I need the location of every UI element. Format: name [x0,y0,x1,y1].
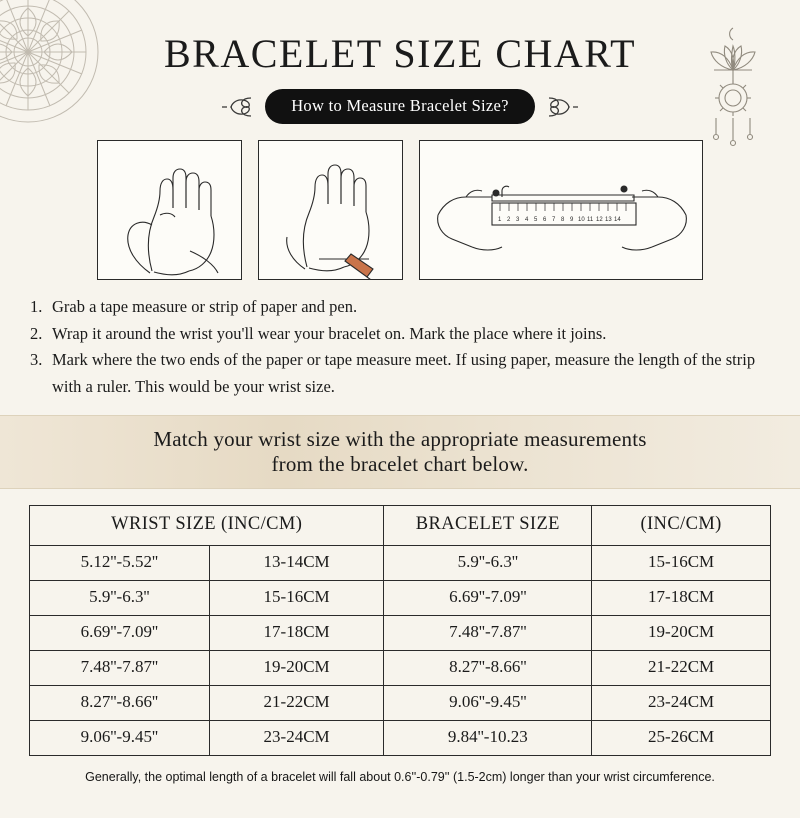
svg-text:3: 3 [516,217,520,223]
cell-bracelet-inch: 6.69''-7.09'' [384,580,592,615]
hand-with-string-illustration [97,140,242,280]
table-row [30,545,771,580]
cell-bracelet-inch: 9.84''-10.23 [384,720,592,755]
footnote: Generally, the optimal length of a bracelet will fall about 0.6''-0.79'' (1.5-2cm) longer than your wrist circumference. [85,769,715,784]
cell-bracelet-inch: 9.06''-9.45'' [384,685,592,720]
instruction-images [0,140,800,280]
svg-text:14: 14 [614,217,621,223]
list-item [30,347,766,400]
step-number: 3. [30,350,43,370]
list-item [30,294,766,321]
cell-wrist-cm: 15-16CM [209,580,384,615]
step-text: Mark where the two ends of the paper or tape measure meet. If using paper, measure the length of the strip with a ruler. This would be your wrist size. [52,350,756,397]
cell-bracelet-cm: 15-16CM [592,545,771,580]
cell-wrist-inch: 9.06''-9.45'' [30,720,210,755]
hands-measuring-strip-with-ruler-illustration [419,140,703,280]
cell-bracelet-inch: 5.9''-6.3'' [384,545,592,580]
svg-text:4: 4 [525,217,529,223]
cell-bracelet-cm: 17-18CM [592,580,771,615]
svg-text:7: 7 [552,217,556,223]
step-number: 2. [30,323,43,343]
cell-bracelet-cm: 21-22CM [592,650,771,685]
banner-line-1: Match your wrist size with the appropriate measurements [153,426,647,451]
table-header-row [30,505,771,545]
cell-wrist-cm: 23-24CM [209,720,384,755]
svg-text:12: 12 [596,217,603,223]
table-row [30,685,771,720]
svg-text:5: 5 [534,217,538,223]
table-row [30,650,771,685]
subtitle-row [0,89,800,124]
flourish-right-icon [545,93,579,121]
cell-wrist-inch: 6.69''-7.09'' [30,615,210,650]
page-title: BRACELET SIZE CHART [163,31,637,76]
cell-wrist-cm: 19-20CM [209,650,384,685]
hand-with-pen-marking-illustration [258,140,403,280]
subtitle-pill: How to Measure Bracelet Size? [265,89,535,124]
cell-bracelet-cm: 25-26CM [592,720,771,755]
svg-text:9: 9 [570,217,574,223]
svg-text:1: 1 [498,217,502,223]
svg-text:8: 8 [561,217,565,223]
svg-text:13: 13 [605,217,612,223]
match-size-banner [0,415,800,489]
flourish-left-icon [221,93,255,121]
cell-wrist-inch: 5.12''-5.52'' [30,545,210,580]
svg-text:6: 6 [543,217,547,223]
step-text: Grab a tape measure or strip of paper and pen. [52,297,358,316]
table-row [30,580,771,615]
step-number: 1. [30,297,43,316]
svg-text:2: 2 [507,217,511,223]
banner-line-2: from the bracelet chart below. [271,451,529,476]
svg-text:10: 10 [578,217,585,223]
step-text: Wrap it around the wrist you'll wear your bracelet on. Mark the place where it joins. [52,323,607,343]
cell-wrist-cm: 21-22CM [209,685,384,720]
cell-wrist-cm: 13-14CM [209,545,384,580]
instruction-steps [30,294,766,401]
cell-wrist-cm: 17-18CM [209,615,384,650]
cell-wrist-inch: 8.27''-8.66'' [30,685,210,720]
table-header-wrist-size: WRIST SIZE (INC/CM) [30,505,384,545]
list-item [30,321,766,348]
svg-text:11: 11 [587,217,594,223]
cell-wrist-inch: 7.48''-7.87'' [30,650,210,685]
table-header-bracelet-size: BRACELET SIZE [384,505,592,545]
table-row [30,615,771,650]
table-row [30,720,771,755]
cell-bracelet-inch: 8.27''-8.66'' [384,650,592,685]
table-header-bracelet-unit: (INC/CM) [592,505,771,545]
size-table [29,505,771,756]
cell-wrist-inch: 5.9''-6.3'' [30,580,210,615]
cell-bracelet-cm: 19-20CM [592,615,771,650]
cell-bracelet-cm: 23-24CM [592,685,771,720]
cell-bracelet-inch: 7.48''-7.87'' [384,615,592,650]
